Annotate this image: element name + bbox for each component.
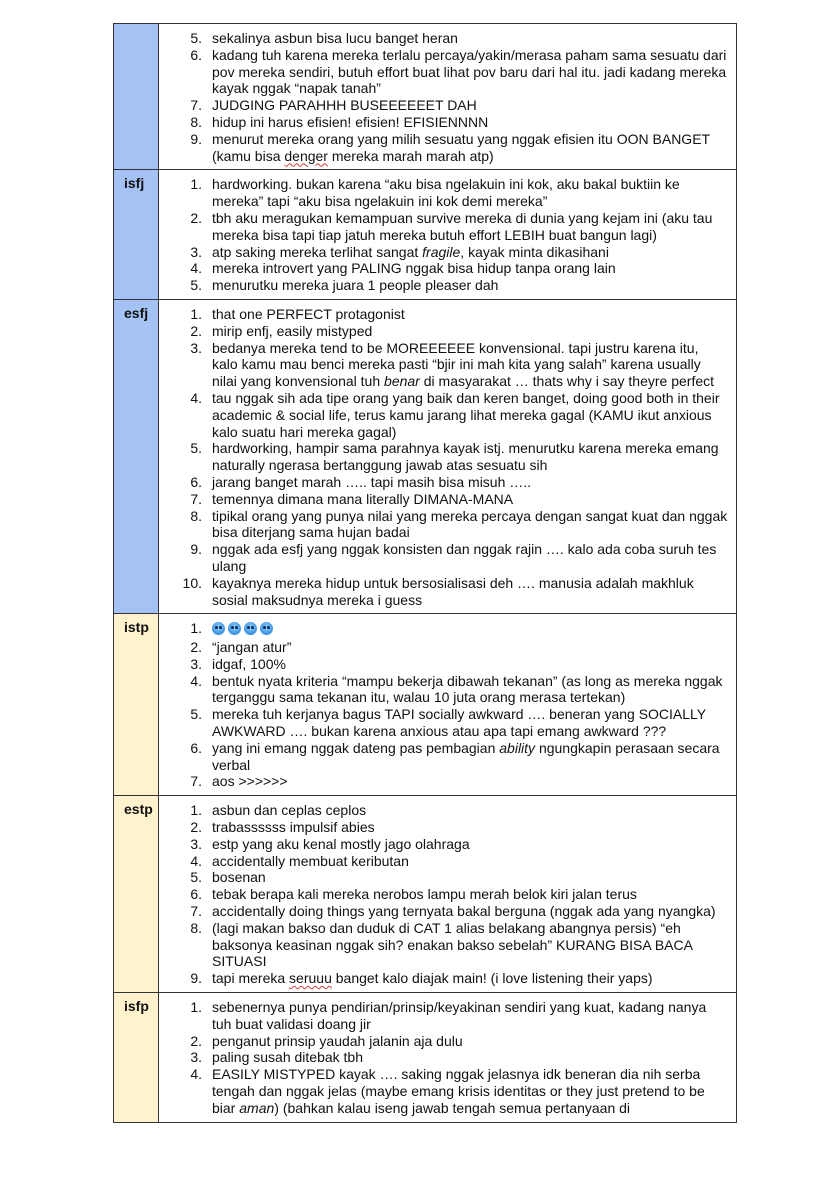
item-number: 2. xyxy=(190,322,202,339)
item-number: 8. xyxy=(190,507,202,524)
list-item xyxy=(159,620,728,639)
item-number: 4. xyxy=(190,852,202,869)
item-text: mereka tuh kerjanya bagus TAPI socially awkward …. beneran yang SOCIALLY AWKWARD …. bukan karena anxious atau apa tapi emang awkward ??? xyxy=(212,706,706,740)
list-item xyxy=(159,673,728,707)
list-item xyxy=(159,773,728,790)
notes-cell xyxy=(159,299,737,613)
list-item xyxy=(159,869,728,886)
notes-cell xyxy=(159,993,737,1123)
item-text: hardworking. bukan karena “aku bisa ngelakuin ini kok, aku bakal buktiin ke mereka” tapi “aku bisa ngelakuin ini kok demi mereka” xyxy=(212,176,680,210)
list-item xyxy=(159,575,728,609)
type-label: isfj xyxy=(124,175,145,192)
list-item xyxy=(159,508,728,542)
item-text: tebak berapa kali mereka nerobos lampu merah belok kiri jalan terus xyxy=(212,886,637,903)
type-label-cell xyxy=(114,614,159,796)
notes-cell xyxy=(159,614,737,796)
item-number: 3. xyxy=(190,339,202,356)
section-row-continued xyxy=(114,24,737,170)
section-row-isfp xyxy=(114,993,737,1123)
item-number: 7. xyxy=(190,773,202,790)
list-item xyxy=(159,886,728,903)
item-number: 10. xyxy=(182,574,202,591)
item-number: 2. xyxy=(190,1032,202,1049)
item-number: 4. xyxy=(190,672,202,689)
list-item xyxy=(159,131,728,165)
item-number: 3. xyxy=(190,655,202,672)
type-label-cell xyxy=(114,993,159,1123)
cold-face-icon xyxy=(212,622,225,635)
item-text: tipikal orang yang punya nilai yang mereka percaya dengan sangat kuat dan nggak bisa diterjang sama hujan badai xyxy=(212,507,728,541)
list-item xyxy=(159,491,728,508)
item-text: bentuk nyata kriteria “mampu bekerja dibawah tekanan” (as long as mereka nggak terganggu sama tekanan itu, walau 10 juta orang merasa tertekan) xyxy=(212,672,723,706)
list-item xyxy=(159,836,728,853)
list-item xyxy=(159,853,728,870)
personality-notes-table xyxy=(113,23,737,1123)
emoji-row xyxy=(212,620,273,635)
item-number: 1. xyxy=(190,620,202,637)
item-number: 5. xyxy=(190,869,202,886)
item-text: sebenernya punya pendirian/prinsip/keyakinan sendiri yang kuat, kadang nanya tuh buat validasi doang jir xyxy=(212,999,707,1032)
item-text: penganut prinsip yaudah jalanin aja dulu xyxy=(212,1032,463,1049)
notes-cell xyxy=(159,796,737,993)
item-text: estp yang aku kenal mostly jago olahraga xyxy=(212,835,470,852)
list-item xyxy=(159,277,728,294)
item-text: kayaknya mereka hidup untuk bersosialisasi deh …. manusia adalah makhluk sosial maksudnya mereka i guess xyxy=(212,574,694,608)
item-text: (lagi makan bakso dan duduk di CAT 1 alias belakang abangnya persis) “eh baksonya keasinan nggak sih? enakan bakso sebelah” KURANG BISA BACA SITUASI xyxy=(212,919,693,970)
item-text: yang ini emang nggak dateng pas pembagian ability ngungkapin perasaan secara verbal xyxy=(212,739,720,773)
list-item xyxy=(159,176,728,210)
list-item xyxy=(159,706,728,740)
list-item xyxy=(159,970,728,987)
item-number: 3. xyxy=(190,835,202,852)
item-text: kadang tuh karena mereka terlalu percaya/yakin/merasa paham sama sesuatu dari pov mereka sendiri, butuh effort buat lihat pov baru dari hal itu. jadi kadang mereka kayak nggak “napak tanah” xyxy=(212,46,727,97)
item-text: asbun dan ceplas ceplos xyxy=(212,802,367,819)
list-item xyxy=(159,1049,728,1066)
item-text: mereka introvert yang PALING nggak bisa hidup tanpa orang lain xyxy=(212,260,616,277)
item-number: 9. xyxy=(190,970,202,987)
list-item xyxy=(159,802,728,819)
section-row-istp xyxy=(114,614,737,796)
list-item xyxy=(159,114,728,131)
list-item xyxy=(159,210,728,244)
item-text: hidup ini harus efisien! efisien! EFISIENNNN xyxy=(212,113,489,130)
list-item xyxy=(159,656,728,673)
item-number: 1. xyxy=(190,999,202,1016)
item-number: 7. xyxy=(190,903,202,920)
notes-list xyxy=(159,993,736,1122)
list-item xyxy=(159,260,728,277)
item-number: 4. xyxy=(190,1066,202,1083)
list-item xyxy=(159,903,728,920)
item-number: 6. xyxy=(190,886,202,903)
section-row-estp xyxy=(114,796,737,993)
item-number: 7. xyxy=(190,490,202,507)
item-text: temennya dimana mana literally DIMANA-MANA xyxy=(212,490,514,507)
item-text: tbh aku meragukan kemampuan survive mereka di dunia yang kejam ini (aku tau mereka bisa tapi tiap jatuh mereka butuh effort LEBIH buat bangun lagi) xyxy=(212,209,713,243)
type-label-cell xyxy=(114,170,159,300)
type-label xyxy=(114,24,158,29)
item-number: 4. xyxy=(190,260,202,277)
list-item xyxy=(159,920,728,970)
item-number: 3. xyxy=(190,1049,202,1066)
type-label-cell xyxy=(114,24,159,170)
list-item xyxy=(159,390,728,440)
type-label: isfp xyxy=(124,998,149,1015)
type-label: estp xyxy=(124,801,153,818)
item-text: hardworking, hampir sama parahnya kayak istj. menurutku karena mereka emang naturally ngerasa bertanggung jawab atas sesuatu sih xyxy=(212,440,719,474)
notes-cell xyxy=(159,170,737,300)
notes-list xyxy=(159,170,736,299)
list-item xyxy=(159,244,728,261)
item-number: 5. xyxy=(190,440,202,457)
section-row-isfj xyxy=(114,170,737,300)
item-text: idgaf, 100% xyxy=(212,655,286,672)
type-label: istp xyxy=(124,619,149,636)
item-text: aos >>>>>> xyxy=(212,773,288,790)
list-item xyxy=(159,47,728,97)
type-label: esfj xyxy=(124,304,149,321)
list-item xyxy=(159,1066,728,1116)
section-row-esfj xyxy=(114,299,737,613)
item-text xyxy=(212,620,728,639)
item-text: accidentally doing things yang ternyata bakal berguna (nggak ada yang nyangka) xyxy=(212,903,716,920)
notes-list xyxy=(159,300,736,613)
item-text: accidentally membuat keributan xyxy=(212,852,409,869)
item-number: 5. xyxy=(190,30,202,46)
cold-face-icon xyxy=(244,622,257,635)
item-number: 5. xyxy=(190,277,202,294)
item-number: 2. xyxy=(190,639,202,656)
notes-list xyxy=(159,24,736,169)
item-text: paling susah ditebak tbh xyxy=(212,1049,363,1066)
notes-list xyxy=(159,614,736,795)
type-label-cell xyxy=(114,796,159,993)
list-item xyxy=(159,30,728,47)
item-text: trabassssss impulsif abies xyxy=(212,819,375,836)
list-item xyxy=(159,639,728,656)
item-text: that one PERFECT protagonist xyxy=(212,305,405,322)
list-item xyxy=(159,340,728,390)
item-text: bosenan xyxy=(212,869,266,886)
type-label-cell xyxy=(114,299,159,613)
item-number: 9. xyxy=(190,130,202,147)
notes-cell xyxy=(159,24,737,170)
list-item xyxy=(159,541,728,575)
item-text: tapi mereka seruuu banget kalo diajak main! (i love listening their yaps) xyxy=(212,970,653,987)
item-number: 1. xyxy=(190,305,202,322)
item-number: 6. xyxy=(190,739,202,756)
item-number: 8. xyxy=(190,919,202,936)
list-item xyxy=(159,1033,728,1050)
list-item xyxy=(159,819,728,836)
item-text: nggak ada esfj yang nggak konsisten dan nggak rajin …. kalo ada coba suruh tes ulang xyxy=(212,541,717,574)
list-item xyxy=(159,999,728,1033)
item-text: mirip enfj, easily mistyped xyxy=(212,322,373,339)
item-number: 9. xyxy=(190,541,202,558)
notes-list xyxy=(159,796,736,992)
item-number: 2. xyxy=(190,209,202,226)
item-number: 6. xyxy=(190,46,202,63)
item-number: 4. xyxy=(190,389,202,406)
list-item xyxy=(159,97,728,114)
list-item xyxy=(159,440,728,474)
item-text: menurutku mereka juara 1 people pleaser dah xyxy=(212,277,499,294)
item-text: EASILY MISTYPED kayak …. saking nggak jelasnya idk beneran dia nih serba tengah dan nggak jelas (maybe emang krisis identitas or they just pretend to be biar aman) (bahkan kalau iseng jawab tengah semua pertanyaan di xyxy=(212,1066,705,1116)
item-number: 8. xyxy=(190,113,202,130)
item-number: 5. xyxy=(190,706,202,723)
item-number: 7. xyxy=(190,97,202,114)
cold-face-icon xyxy=(260,622,273,635)
item-text: jarang banget marah ….. tapi masih bisa misuh ….. xyxy=(212,473,532,490)
list-item xyxy=(159,306,728,323)
item-number: 3. xyxy=(190,243,202,260)
item-number: 2. xyxy=(190,819,202,836)
item-text: menurut mereka orang yang milih sesuatu yang nggak efisien itu OON BANGET (kamu bisa denger mereka marah marah atp) xyxy=(212,130,710,164)
item-text: bedanya mereka tend to be MOREEEEEE konvensional. tapi justru karena itu, kalo kamu mau benci mereka pasti “bjir ini mah kita yang salah” karena usually nilai yang konvensional tuh benar di masyarakat … thats why i say theyre perfect xyxy=(212,339,715,390)
item-text: sekalinya asbun bisa lucu banget heran xyxy=(212,30,458,46)
list-item xyxy=(159,323,728,340)
list-item xyxy=(159,740,728,774)
item-number: 1. xyxy=(190,802,202,819)
item-text: atp saking mereka terlihat sangat fragile, kayak minta dikasihani xyxy=(212,243,609,260)
cold-face-icon xyxy=(228,622,241,635)
item-text: JUDGING PARAHHH BUSEEEEEET DAH xyxy=(212,97,477,114)
item-number: 1. xyxy=(190,176,202,193)
item-text: “jangan atur” xyxy=(212,639,292,656)
item-number: 6. xyxy=(190,473,202,490)
table-body xyxy=(114,24,737,1123)
list-item xyxy=(159,474,728,491)
item-text: tau nggak sih ada tipe orang yang baik dan keren banget, doing good both in their academic & social life, terus kamu jarang lihat mereka gagal (KAMU ikut anxious kalo suatu hari mereka gagal) xyxy=(212,389,720,440)
